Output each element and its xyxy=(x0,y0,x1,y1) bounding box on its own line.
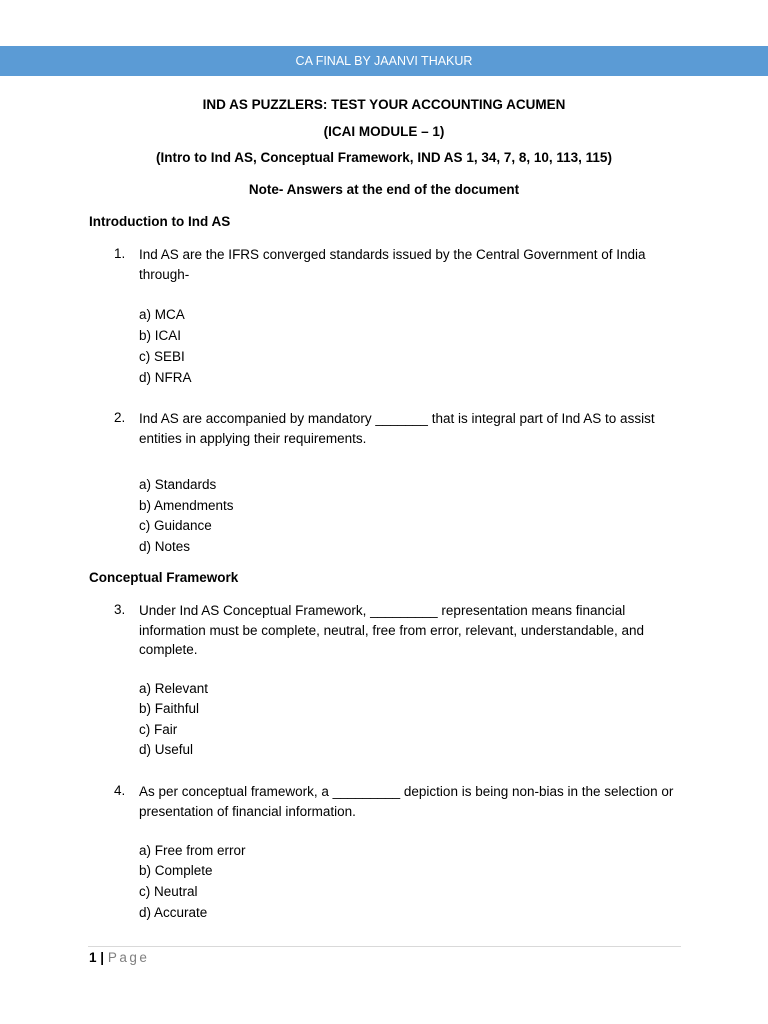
option-b: b) Faithful xyxy=(139,701,200,716)
option-c: c) SEBI xyxy=(139,349,185,364)
footer-divider xyxy=(88,946,681,947)
section-heading-conceptual-framework: Conceptual Framework xyxy=(89,570,239,585)
page-number: 1 xyxy=(89,950,97,965)
option-d: d) Notes xyxy=(139,539,191,554)
question-number: 2. xyxy=(114,410,126,425)
option-c: c) Fair xyxy=(139,722,178,737)
question-text: Under Ind AS Conceptual Framework, _________ representation means financial information must be complete, neutral, free from error, relevant, understandable, and complete. xyxy=(139,603,645,657)
option-c: c) Guidance xyxy=(139,518,212,533)
option-c: c) Neutral xyxy=(139,884,198,899)
option-b: b) Complete xyxy=(139,863,213,878)
module-subtitle: (ICAI MODULE – 1) xyxy=(323,124,445,139)
section-heading-introduction: Introduction to Ind AS xyxy=(89,214,231,229)
page-label: Page xyxy=(107,950,150,965)
question-text: Ind AS are accompanied by mandatory _______ that is integral part of Ind AS to assist entities in applying their requirements. xyxy=(139,411,655,446)
question-text: Ind AS are the IFRS converged standards issued by the Central Government of India through- xyxy=(139,247,646,282)
footer-separator: | xyxy=(100,950,105,965)
question-number: 3. xyxy=(114,602,126,617)
option-a: a) Relevant xyxy=(139,681,209,696)
document-header xyxy=(0,46,768,76)
question-text: As per conceptual framework, a _________ depiction is being non-bias in the selection or presentation of financial information. xyxy=(139,784,674,819)
page-footer xyxy=(89,950,149,965)
option-b: b) ICAI xyxy=(139,328,182,343)
option-d: d) Accurate xyxy=(139,905,208,920)
option-a: a) Standards xyxy=(139,477,217,492)
answers-note: Note- Answers at the end of the document xyxy=(248,182,520,197)
question-number: 4. xyxy=(114,783,126,798)
option-a: a) Free from error xyxy=(139,843,246,858)
option-d: d) NFRA xyxy=(139,370,192,385)
question-number: 1. xyxy=(114,246,126,261)
option-d: d) Useful xyxy=(139,742,194,757)
topics-subtitle: (Intro to Ind AS, Conceptual Framework, IND AS 1, 34, 7, 8, 10, 113, 115) xyxy=(156,150,612,165)
option-b: b) Amendments xyxy=(139,498,234,513)
header-text: CA FINAL BY JAANVI THAKUR xyxy=(295,54,473,68)
document-title: IND AS PUZZLERS: TEST YOUR ACCOUNTING ACUMEN xyxy=(202,97,566,112)
option-a: a) MCA xyxy=(139,307,185,322)
